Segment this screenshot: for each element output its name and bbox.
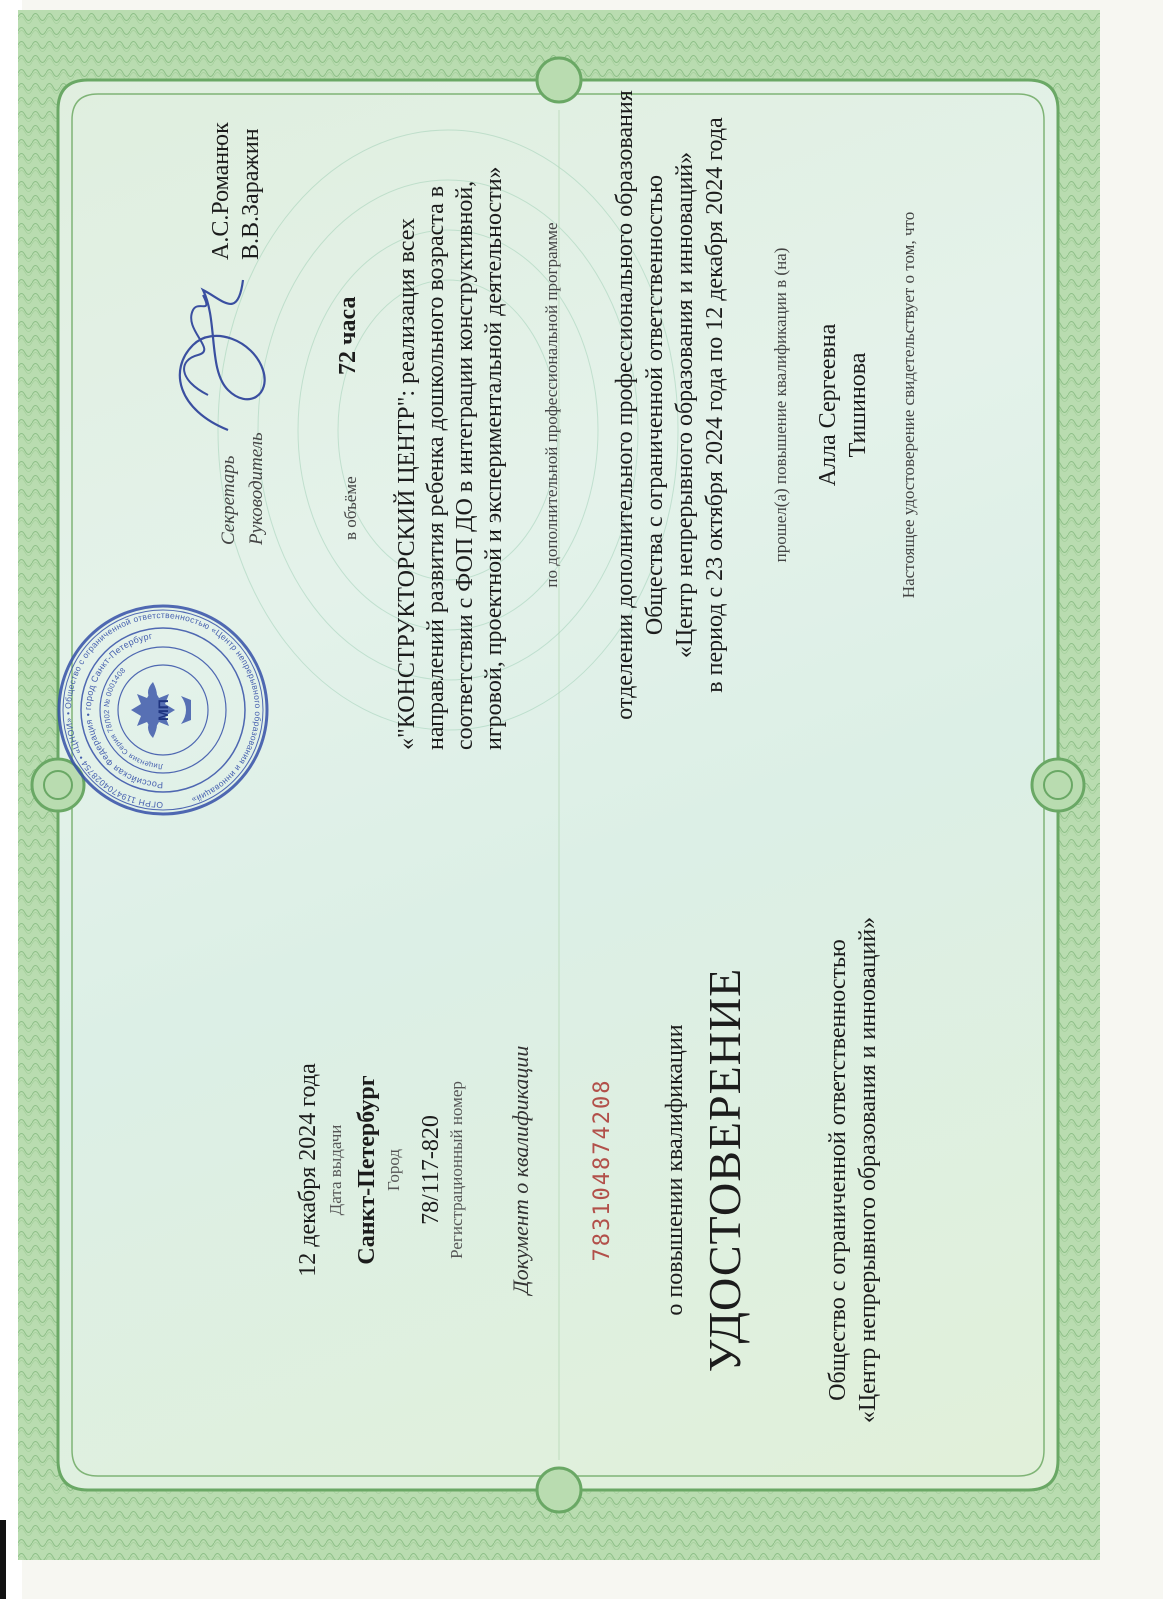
seal-middle-text: Российская Федерация • город Санкт-Петербург bbox=[82, 630, 164, 791]
document-title: УДОСТОВЕРЕНИЕ bbox=[699, 967, 750, 1373]
serial-number: 783104874208 bbox=[590, 1078, 615, 1262]
document-subtitle: о повышении квалификации bbox=[662, 1024, 688, 1316]
head-title: Руководитель bbox=[246, 432, 267, 545]
volume-label: в объёме bbox=[341, 476, 360, 540]
institution-line: Общества с ограниченной ответственностью bbox=[642, 174, 668, 636]
institution-block bbox=[610, 40, 730, 770]
secretary-signature bbox=[173, 290, 223, 400]
org-name-line-1: Общество с ограниченной ответственностью bbox=[825, 939, 851, 1401]
seal-center-text: МП bbox=[155, 699, 171, 721]
program-label: по дополнительной профессиональной программе bbox=[542, 222, 561, 588]
recipient-given-names: Алла Сергеевна bbox=[815, 323, 841, 487]
secretary-title: Секретарь bbox=[218, 455, 239, 545]
institution-line: «Центр непрерывного образования и инноваций» bbox=[672, 151, 698, 659]
program-line: игровой, проектной и экспериментальной деятельности» bbox=[481, 166, 507, 750]
document-type: Документ о квалификации bbox=[508, 1045, 533, 1295]
secretary-name: А.С.Романюк bbox=[208, 122, 234, 260]
organization-name bbox=[823, 810, 883, 1530]
city: Санкт-Петербург bbox=[354, 1075, 380, 1265]
recipient-surname: Тишинова bbox=[845, 352, 871, 458]
certificate-sheet bbox=[18, 10, 1100, 1560]
issue-date: 12 декабря 2024 года bbox=[295, 1063, 321, 1277]
volume-value: 72 часа bbox=[335, 296, 361, 375]
intro-text: Настоящее удостоверение свидетельствует о том, что bbox=[899, 211, 918, 599]
official-seal bbox=[53, 600, 273, 820]
program-title bbox=[393, 60, 509, 750]
seal-inner-text: Лицензия Серия 78Л02 № 0001408 bbox=[101, 665, 164, 772]
head-name: В.В.Заражин bbox=[238, 128, 264, 260]
scan-mark bbox=[0, 1520, 6, 1599]
study-period: в период с 23 октября 2024 года по 12 декабря 2024 года bbox=[702, 117, 728, 693]
org-name-line-2: «Центр непрерывного образования и инноваций» bbox=[855, 916, 881, 1424]
passed-text: прошел(а) повышение квалификации в (на) bbox=[771, 247, 790, 563]
program-line: направлений развития ребенка дошкольного возраста в bbox=[423, 185, 449, 750]
program-line: «"КОНСТРУКТОРСКИЙ ЦЕНТР": реализация всех bbox=[394, 217, 420, 750]
reg-number-label: Регистрационный номер bbox=[447, 1081, 466, 1259]
seal-outer-text: ОГРН 1194704028754 • «ЦНОИ» • Общество с ограниченной ответственностью «Центр непрерывного образования и инноваций» bbox=[62, 609, 264, 811]
rotated-content bbox=[18, 20, 1068, 1550]
issue-date-label: Дата выдачи bbox=[326, 1124, 345, 1216]
city-label: Город bbox=[384, 1149, 403, 1191]
program-line: соответствии с ФОП ДО в интеграции конструктивной, bbox=[452, 180, 478, 750]
reg-number: 78/117-820 bbox=[418, 1115, 444, 1225]
institution-line: отделении дополнительного профессионального образования bbox=[612, 90, 638, 720]
